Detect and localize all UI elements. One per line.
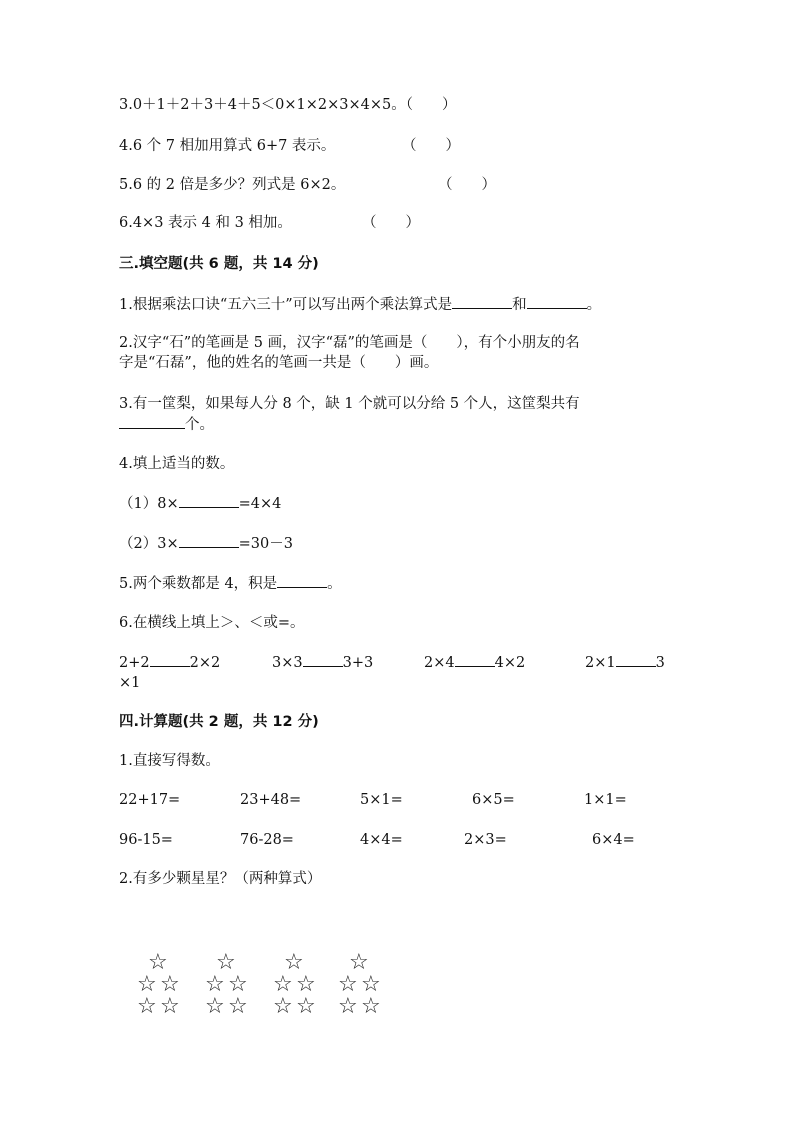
star-icon: ☆: [205, 972, 225, 997]
compare-2-blank[interactable]: [303, 652, 343, 667]
fill-q1-end: 。: [586, 297, 602, 313]
fill-q4: 4.填上适当的数。: [119, 456, 235, 472]
fill-q1-text: 1.根据乘法口诀“五六三十”可以写出两个乘法算式是: [119, 297, 453, 313]
star-icon: ☆: [137, 972, 157, 997]
calc-r2-c2: 76-28=: [240, 832, 294, 848]
star-icon: ☆: [205, 994, 225, 1019]
compare-4-blank[interactable]: [616, 652, 656, 667]
fill-q4-1-blank[interactable]: [179, 493, 239, 508]
fill-q1-blank-2[interactable]: [527, 294, 587, 309]
compare-4-left: 2×1: [585, 655, 616, 671]
compare-2-right: 3+3: [342, 655, 374, 671]
compare-3-right: 4×2: [494, 655, 526, 671]
star-icon: ☆: [349, 950, 369, 975]
compare-item-4-wrap: ×1: [119, 675, 141, 691]
fill-q4-2-rhs: =30－3: [238, 536, 293, 552]
compare-1-left: 2+2: [119, 655, 150, 671]
compare-3-blank[interactable]: [455, 652, 495, 667]
compare-item-2: [272, 652, 373, 673]
fill-q3-blank[interactable]: [119, 414, 185, 429]
fill-q1-and: 和: [512, 297, 527, 313]
star-icon: ☆: [160, 994, 180, 1019]
calc-r1-c2: 23+48=: [240, 792, 302, 808]
fill-q5-text: 5.两个乘数都是 4，积是: [119, 576, 278, 592]
fill-q2-line2: 字是“石磊”，他的姓名的笔画一共是（ ）画。: [119, 355, 439, 371]
fill-q3-line1: 3.有一筐梨，如果每人分 8 个，缺 1 个就可以分给 5 个人，这筐梨共有: [119, 396, 580, 412]
star-icon: ☆: [216, 950, 236, 975]
calc-r1-c5: 1×1=: [584, 792, 627, 808]
judge-q3: 3.0＋1＋2＋3＋4＋5＜0×1×2×3×4×5。（ ）: [119, 97, 457, 113]
star-icon: ☆: [361, 972, 381, 997]
star-icon: ☆: [228, 994, 248, 1019]
judge-q5-text: 5.6 的 2 倍是多少？列式是 6×2。: [119, 177, 346, 193]
star-icon: ☆: [284, 950, 304, 975]
calc-r2-c4: 2×3=: [464, 832, 507, 848]
star-icon: ☆: [160, 972, 180, 997]
star-icon: ☆: [228, 972, 248, 997]
fill-q3-unit: 个。: [185, 417, 214, 433]
compare-1-right: 2×2: [189, 655, 221, 671]
compare-1-blank[interactable]: [150, 652, 190, 667]
calc-r2-c5: 6×4=: [592, 832, 635, 848]
calc-r1-c4: 6×5=: [472, 792, 515, 808]
compare-item-4: [585, 652, 665, 673]
section3-title: 三.填空题(共 6 题，共 14 分): [119, 256, 319, 272]
judge-q6-paren: （ ）: [362, 215, 420, 231]
fill-q3-line2: [119, 414, 214, 435]
star-icon: ☆: [296, 994, 316, 1019]
compare-3-left: 2×4: [424, 655, 455, 671]
fill-q4-1-text: （1）8×: [119, 496, 179, 512]
calc-q2: 2.有多少颗星星？（两种算式）: [119, 871, 322, 887]
star-icon: ☆: [148, 950, 168, 975]
fill-q5-blank[interactable]: [277, 573, 327, 588]
judge-q4: [119, 136, 335, 156]
star-icon: ☆: [338, 972, 358, 997]
judge-q5-paren: （ ）: [438, 177, 496, 193]
fill-q4-2-blank[interactable]: [179, 533, 239, 548]
star-icon: ☆: [273, 994, 293, 1019]
calc-r1-c1: 22+17=: [119, 792, 181, 808]
judge-q6-text: 6.4×3 表示 4 和 3 相加。: [119, 215, 292, 231]
star-icon: ☆: [361, 994, 381, 1019]
star-icon: ☆: [137, 994, 157, 1019]
calc-q1: 1.直接写得数。: [119, 753, 220, 769]
fill-q5-end: 。: [327, 576, 342, 592]
calc-r2-c1: 96-15=: [119, 832, 173, 848]
compare-item-3: [424, 652, 525, 673]
calc-r1-c3: 5×1=: [360, 792, 403, 808]
fill-q5: [119, 573, 342, 594]
compare-4-right: 3: [655, 655, 665, 671]
judge-q4-paren: （ ）: [402, 138, 460, 154]
compare-item-1: [119, 652, 220, 673]
judge-q4-text: 4.6 个 7 相加用算式 6+7 表示。: [119, 138, 336, 154]
fill-q2-line1: 2.汉字“石”的笔画是 5 画，汉字“磊”的笔画是（ ），有个小朋友的名: [119, 335, 580, 351]
star-icon: ☆: [273, 972, 293, 997]
compare-2-left: 3×3: [272, 655, 303, 671]
fill-q6: 6.在横线上填上＞、＜或=。: [119, 615, 305, 631]
fill-q4-1-rhs: =4×4: [238, 496, 282, 512]
fill-q4-2: [119, 533, 293, 554]
fill-q1-blank-1[interactable]: [452, 294, 512, 309]
star-icon: ☆: [296, 972, 316, 997]
fill-q1: [119, 294, 601, 315]
star-icon: ☆: [338, 994, 358, 1019]
fill-q4-2-text: （2）3×: [119, 536, 179, 552]
calc-r2-c3: 4×4=: [360, 832, 403, 848]
section4-title: 四.计算题(共 2 题，共 12 分): [119, 714, 319, 730]
fill-q4-1: [119, 493, 281, 514]
